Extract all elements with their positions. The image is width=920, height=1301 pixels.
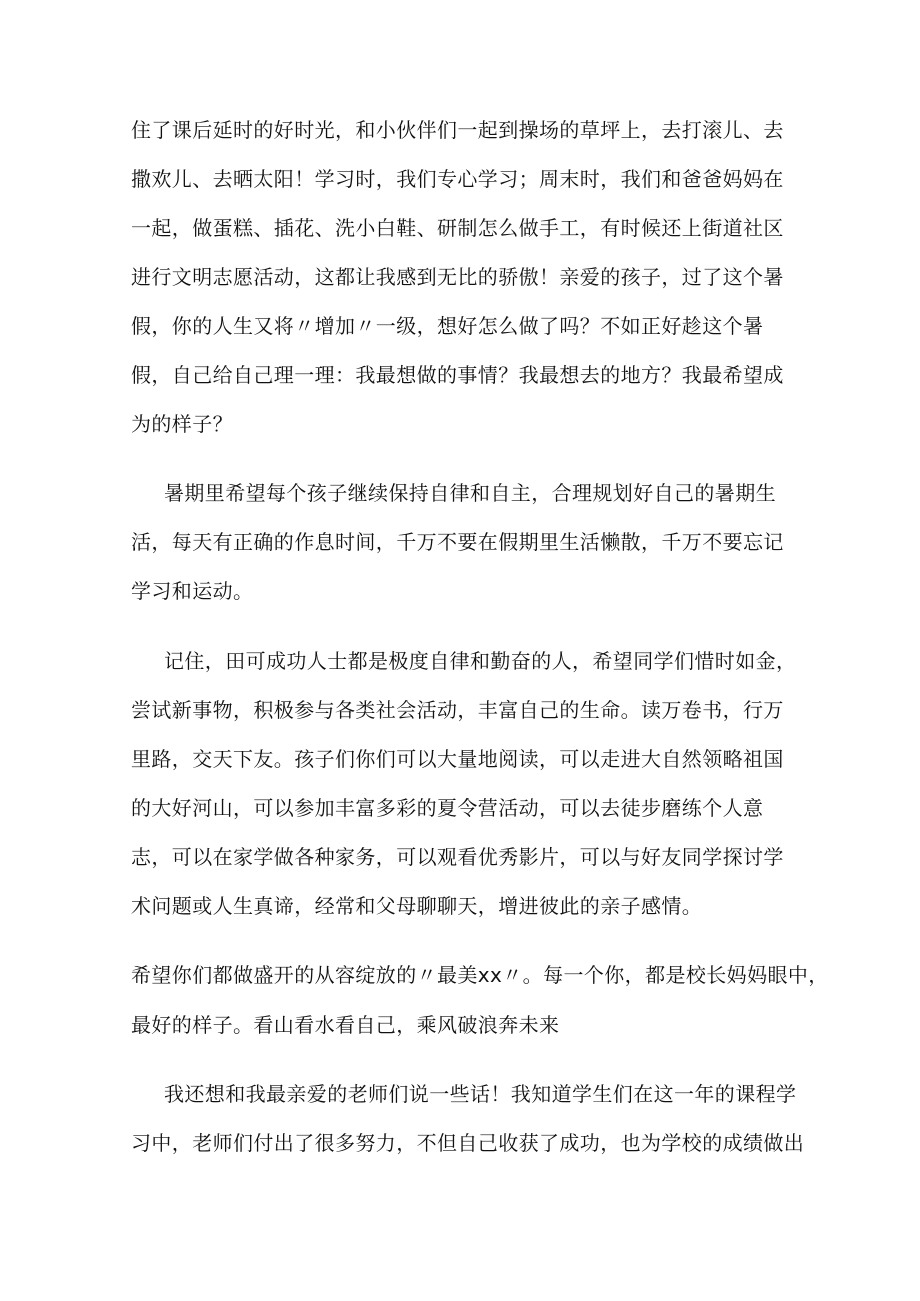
paragraph-2-line-1: 暑期里希望每个孩子继续保持自律和自主，合理规划好自己的暑期生	[164, 481, 776, 505]
paragraph-4-line-2: 最好的样子。看山看水看自己，乘风破浪奔未来	[131, 1013, 560, 1037]
paragraph-1-line-5: 假，你的人生又将〃增加〃一级，想好怎么做了吗？不如正好趁这个暑	[131, 314, 764, 338]
paragraph-1-line-2: 撒欢儿、去晒太阳！学习时，我们专心学习；周末时，我们和爸爸妈妈在	[131, 167, 784, 191]
paragraph-1-line-3: 一起，做蛋糕、插花、洗小白鞋、研制怎么做手工，有时候还上街道社区	[131, 216, 784, 240]
paragraph-5-line-1: 我还想和我最亲爱的老师们说一些话！我知道学生们在这一年的课程学	[164, 1082, 797, 1106]
paragraph-3-line-1: 记住，田可成功人士都是极度自律和勤奋的人，希望同学们惜时如金，	[164, 649, 797, 673]
paragraph-3-line-5: 志，可以在家学做各种家务，可以观看优秀影片，可以与好友同学探讨学	[131, 845, 784, 869]
paragraph-3-line-4: 的大好河山，可以参加丰富多彩的夏令营活动，可以去徒步磨练个人意	[131, 796, 764, 820]
paragraph-1-line-1: 住了课后延时的好时光，和小伙伴们一起到操场的草坪上，去打滚儿、去	[131, 118, 784, 142]
paragraph-3-line-6: 术问题或人生真谛，经常和父母聊聊天，增进彼此的亲子感情。	[131, 894, 703, 918]
paragraph-5-line-2: 习中，老师们付出了很多努力，不但自己收获了成功，也为学校的成绩做出	[131, 1131, 805, 1155]
paragraph-1-line-6: 假，自己给自己理一理：我最想做的事情？我最想去的地方？我最希望成	[131, 363, 784, 387]
paragraph-4-line-1: 希望你们都做盛开的从容绽放的〃最美xx〃。每一个你，都是校长妈妈眼中，	[131, 963, 829, 987]
paragraph-1-line-4: 进行文明志愿活动，这都让我感到无比的骄傲！亲爱的孩子，过了这个暑	[131, 265, 784, 289]
paragraph-3-line-2: 尝试新事物，积极参与各类社会活动，丰富自己的生命。读万卷书，行万	[131, 698, 784, 722]
paragraph-1-line-7: 为的样子？	[131, 412, 233, 436]
paragraph-2-line-3: 学习和运动。	[131, 579, 254, 603]
paragraph-3-line-3: 里路，交天下友。孩子们你们可以大量地阅读，可以走进大自然领略祖国	[131, 747, 784, 771]
paragraph-2-line-2: 活，每天有正确的作息时间，千万不要在假期里生活懒散，千万不要忘记	[131, 530, 784, 554]
